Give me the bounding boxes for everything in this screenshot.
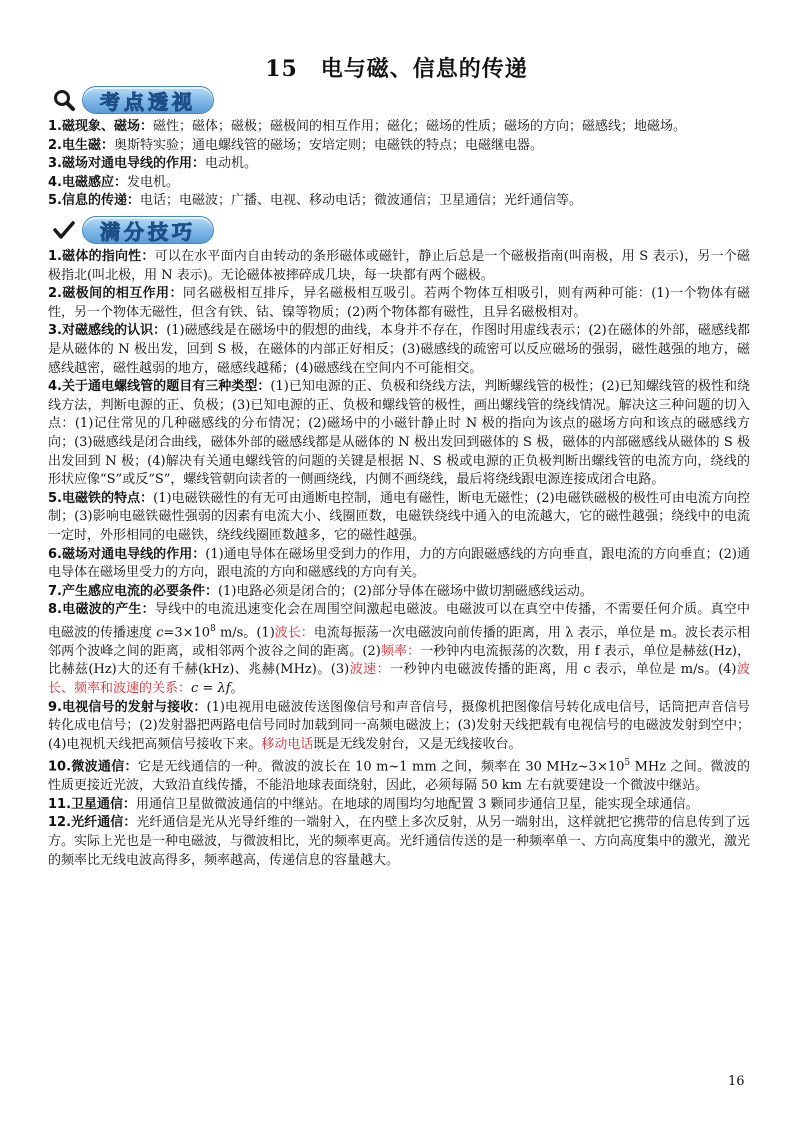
list-item: 1.磁体的指向性：可以在水平面内自由转动的条形磁体或磁针，静止后总是一个磁极指南(叫南极，用 S 表示)，另一个磁极指北(叫北极，用 N 表示)。无论磁体被摔碎成几块，每一块都有两个磁极。	[48, 249, 750, 283]
wave-formula: c = λf	[191, 680, 231, 696]
search-icon	[52, 88, 76, 112]
section-header-jiqiao	[52, 214, 214, 246]
list-item: 3.对磁感线的认识：(1)磁感线是在磁场中的假想的曲线，本身并不存在，作图时用虚线表示；(2)在磁体的外部，磁感线都是从磁体的 N 极出发，回到 S 极，在磁体的内部正好相反；(3)磁感线的疏密可以反应磁场的强弱，磁性越强的地方，磁感线越密，磁性越弱的地方，磁感线越稀；(4)磁感线在空间内不可能相交。	[48, 323, 750, 376]
list-item-electromagnetic-wave: 8.电磁波的产生：导线中的电流迅速变化会在周围空间激起电磁波。电磁波可以在真空中传播，不需要任何介质。真空中电磁波的传播速度 $c=3\times 10^8$ m/s。(1)波长：电流每振荡一次电磁波向前传播的距离，用 λ 表示，单位是 m。波长表示相邻两个波峰之间的距离，或相邻两个波谷之间的距离。(2)频率：一秒钟内电流振荡的次数，用 f 表示，单位是赫兹(Hz)，比赫兹(Hz)大的还有千赫(kHz)、兆赫(MHz)。(3)波速：一秒钟内电磁波传播的距离，用 c 表示，单位是 m/s。(4)波长、频率和波速的关系：c = λf。	[48, 602, 750, 696]
section-label-kaodian: 考点透视	[100, 89, 196, 114]
list-item: 2.磁极间的相互作用：同名磁极相互排斥，异名磁极相互吸引。若两个物体互相吸引，则有两种可能：(1)一个物体有磁性，另一个物体无磁性，但含有铁、钴、镍等物质；(2)两个物体都有磁性，且异名磁极相对。	[48, 286, 750, 320]
list-item-fiber: 12.光纤通信：光纤通信是光从光导纤维的一端射入，在内壁上多次反射，从另一端射出，这样就把它携带的信息传到了远方。实际上光也是一种电磁波，与微波相比，光的频率更高。光纤通信传送的是一种频率单一、方向高度集中的激光，激光的频率比无线电波高得多，频率越高，传递信息的容量越大。	[48, 815, 751, 868]
jiqiao-list	[48, 248, 750, 870]
list-item-tv-signal: 9.电视信号的发射与接收：(1)电视用电磁波传送图像信号和声音信号，摄像机把图像信号转化成电信号，话筒把声音信号转化成电信号；(2)发射器把两路电信号同时加载到同一高频电磁波上；(3)发射天线把载有电视信号的电磁波发射到空中；(4)电视机天线把高频信号接收下来。移动电话既是无线发射台，又是无线接收台。	[48, 699, 751, 752]
list-item: 4.电磁感应：发电机。	[48, 174, 179, 190]
section-badge-kaodian	[82, 86, 214, 114]
list-item: 5.信息的传递：电话；电磁波；广播、电视、移动电话；微波通信；卫星通信；光纤通信等。	[48, 193, 582, 209]
list-item: 1.磁现象、磁场：磁性；磁体；磁极；磁极间的相互作用；磁化；磁场的性质；磁场的方向；磁感线；地磁场。	[48, 119, 686, 134]
list-item: 2.电生磁：奥斯特实验；通电螺线管的磁场；安培定则；电磁铁的特点；电磁继电器。	[48, 137, 543, 153]
list-item: 7.产生感应电流的必要条件：(1)电路必须是闭合的；(2)部分导体在磁场中做切割磁感线运动。	[48, 583, 593, 599]
list-item-microwave: 10.微波通信：它是无线通信的一种。微波的波长在 10 m~1 mm 之间，频率在 30 $MHz\sim 3\times 10^5$ MHz 之间。微波的性质更接近光波，大致沿直线传播，不能沿地球表面绕射，因此，必须每隔 50 km 左右就要建设一个微波中继站。	[48, 758, 751, 794]
section-label-jiqiao: 满分技巧	[100, 219, 196, 244]
list-item: 3.磁场对通电导线的作用：电动机。	[48, 156, 257, 172]
page-number: 16	[728, 1074, 745, 1089]
page-title: 15 电与磁、信息的传递	[265, 56, 528, 82]
list-item-satellite: 11.卫星通信：用通信卫星做微波通信的中继站。在地球的周围均匀地配置 3 颗同步通信卫星，能实现全球通信。	[48, 796, 699, 812]
kaodian-list	[48, 118, 750, 211]
section-badge-jiqiao	[82, 216, 214, 244]
list-item: 4.关于通电螺线管的题目有三种类型：(1)已知电源的正、负极和绕线方法，判断螺线管的极性；(2)已知螺线管的极性和绕线方法，判断电源的正、负极；(3)已知电源的正、负极和螺线管的极性，画出螺线管的绕线情况。解决这三种问题的切入点：(1)记住常见的几种磁感线的分布情况；(2)磁场中的小磁针静止时 N 极的指向为该点的磁场方向和该点的磁感线方向；(3)磁感线是闭合曲线，磁体外部的磁感线都是从磁体的 N 极出发回到磁体的 S 极，磁体的内部磁感线从磁体的 S 极出发回到 N 极；(4)解决有关通电螺线管的问题的关键是根据 N、S 极或电源的正负极判断出螺线管的电流方向，绕线的形状应像“S”或反“S”，螺线管朝向读者的一侧画绕线，内侧不画绕线，最后将绕线跟电源连接成闭合电路。	[48, 379, 750, 488]
checkmark-icon	[52, 218, 76, 242]
list-item: 6.磁场对通电导线的作用：(1)通电导体在磁场里受到力的作用，力的方向跟磁感线的方向垂直，跟电流的方向垂直；(2)通电导体在磁场里受力的方向，跟电流的方向和磁感线的方向有关。	[48, 546, 750, 581]
list-item: 5.电磁铁的特点：(1)电磁铁磁性的有无可由通断电控制，通电有磁性，断电无磁性；(2)电磁铁磁极的极性可由电流方向控制；(3)影响电磁铁磁性强弱的因素有电流大小、线圈匝数，电磁铁绕线中通入的电流越大，它的磁性越强；绕线中的电流一定时，外形相同的电磁铁，绕线线圈匝数越多，它的磁性越强。	[48, 490, 750, 543]
section-header-kaodian	[52, 84, 214, 116]
